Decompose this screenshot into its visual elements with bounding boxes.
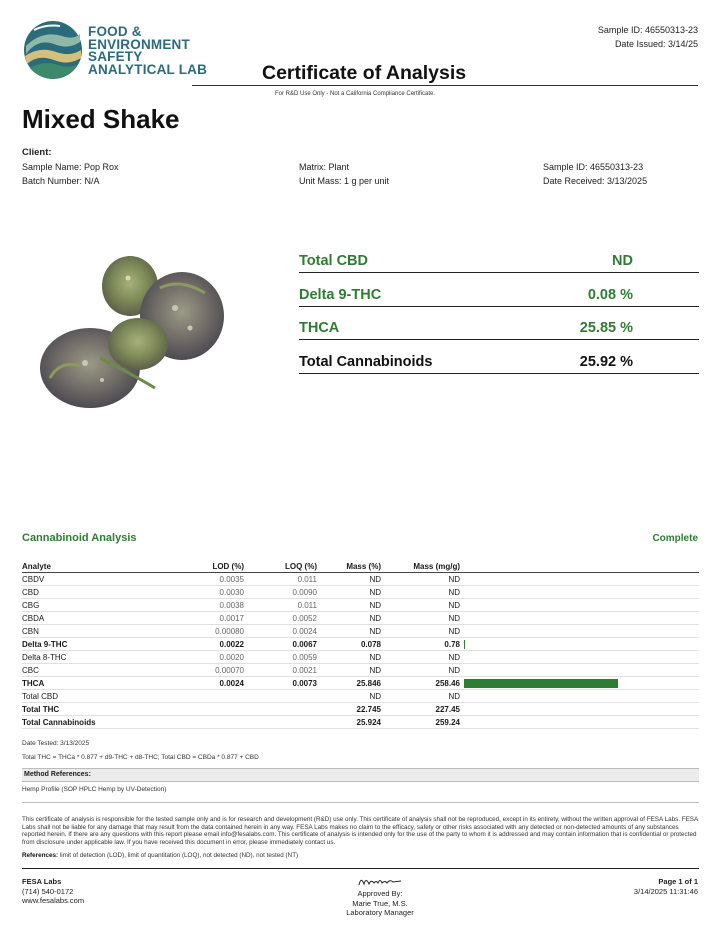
- table-body: [22, 573, 699, 729]
- product-name: Mixed Shake: [22, 104, 180, 134]
- cell-mass-pct: ND: [369, 575, 381, 584]
- signature-icon: [357, 874, 403, 888]
- logo-line-3: SAFETY: [88, 49, 143, 64]
- cell-mass-mg: ND: [448, 588, 460, 597]
- cell-lod: 0.0030: [219, 588, 244, 597]
- cell-mass-mg: 227.45: [435, 705, 460, 714]
- approval-block: [310, 874, 450, 918]
- sample-id: Sample ID: 46550313-23: [543, 162, 644, 172]
- col-lod: LOD (%): [212, 562, 244, 571]
- cell-loq: 0.0024: [292, 627, 317, 636]
- cell-lod: 0.0038: [219, 601, 244, 610]
- cell-analyte: Total THC: [22, 705, 60, 714]
- analysis-title: Cannabinoid Analysis: [22, 532, 137, 544]
- logo-line-2: ENVIRONMENT: [88, 36, 190, 52]
- cell-mass-pct: ND: [369, 627, 381, 636]
- title-divider: [192, 85, 698, 86]
- lab-name: FESA Labs: [22, 877, 62, 886]
- summary-row: [299, 317, 699, 340]
- table-row: [22, 599, 699, 612]
- cell-analyte: CBC: [22, 666, 39, 675]
- table-row: [22, 573, 699, 586]
- cell-lod: 0.00070: [215, 666, 244, 675]
- header-meta: [598, 23, 698, 51]
- total-formula: Total THC = THCa * 0.877 + d9-THC + d8-THC; Total CBD = CBDa * 0.877 + CBD: [22, 754, 259, 761]
- summary-value: 0.08 %: [587, 286, 633, 303]
- report-header: [0, 0, 720, 100]
- cell-analyte: Total Cannabinoids: [22, 718, 96, 727]
- table-row: [22, 677, 699, 690]
- col-mass-pct: Mass (%): [346, 562, 381, 571]
- legal-disclaimer: This certificate of analysis is responsible for the tested sample only and is for research and development (R&D) use only. This certificate of analysis shall not be reproduced, except in its entirety, without the written approval of FESA Labs. FESA Labs shall not be liable for any damage that may result from the data contained herein in any way. FESA Labs makes no claim to the efficacy, safety or other risks associated with any detected or non-detected amounts of any substances reported herein. If there are any questions with this report please email info@fesalabs.com. This certificate of analysis is intended only for the use of the party to whom it is addressed and may contain information that is confidential or protected from disclosure under applicable law. If you have received this document in error, please immediately contact us.: [22, 816, 698, 846]
- summary-row: [299, 351, 699, 374]
- cannabinoid-table: [22, 560, 699, 729]
- summary-value: 25.85 %: [579, 320, 633, 336]
- cell-lod: 0.0022: [219, 640, 244, 649]
- date-tested: Date Tested: 3/13/2025: [22, 740, 90, 747]
- cell-analyte: CBG: [22, 601, 40, 610]
- cell-mass-mg: ND: [448, 666, 460, 675]
- approver-name: Marie True, M.S.: [352, 898, 408, 908]
- summary-label: Delta 9-THC: [299, 286, 382, 303]
- table-row: [22, 664, 699, 677]
- client-label: Client:: [22, 147, 52, 158]
- sample-photo: [30, 248, 230, 420]
- references-label: References:: [22, 852, 59, 859]
- mass-bar: [464, 640, 465, 649]
- cell-loq: 0.011: [297, 601, 317, 610]
- cell-lod: 0.0020: [219, 653, 244, 662]
- table-row: [22, 586, 699, 599]
- date-received: Date Received: 3/13/2025: [543, 176, 648, 186]
- cell-mass-pct: ND: [369, 601, 381, 610]
- unit-mass: Unit Mass: 1 g per unit: [299, 176, 390, 186]
- logo-line-1: FOOD &: [88, 24, 142, 39]
- cell-mass-pct: ND: [369, 588, 381, 597]
- cell-analyte: CBDV: [22, 575, 45, 584]
- cell-mass-mg: ND: [448, 575, 460, 584]
- cell-analyte: THCA: [22, 679, 45, 688]
- document-title: Certificate of Analysis: [262, 62, 467, 84]
- cell-mass-pct: 22.745: [356, 705, 381, 714]
- logo-wordmark: [88, 26, 207, 76]
- cell-mass-mg: ND: [448, 692, 460, 701]
- sample-name: Sample Name: Pop Rox: [22, 162, 119, 172]
- summary-label: Total Cannabinoids: [299, 353, 433, 370]
- cell-analyte: CBDA: [22, 614, 45, 623]
- cell-analyte: Delta 8-THC: [22, 653, 67, 662]
- cell-mass-mg: 0.78: [444, 640, 460, 649]
- cell-mass-pct: ND: [369, 653, 381, 662]
- cell-loq: 0.0059: [292, 653, 317, 662]
- potency-summary: [299, 250, 699, 384]
- cell-mass-mg: 259.24: [435, 718, 460, 727]
- cell-lod: 0.0035: [219, 575, 244, 584]
- table-row: [22, 703, 699, 716]
- footer-divider: [22, 868, 699, 869]
- cell-lod: 0.00080: [215, 627, 244, 636]
- matrix-info: [299, 160, 389, 188]
- lab-phone: (714) 540-0172: [22, 886, 74, 896]
- summary-value: ND: [612, 253, 633, 269]
- batch-number: Batch Number: N/A: [22, 176, 100, 186]
- cell-mass-pct: ND: [369, 692, 381, 701]
- cell-loq: 0.0073: [292, 679, 317, 688]
- summary-label: Total CBD: [299, 253, 369, 269]
- print-timestamp: 3/14/2025 11:31:46: [633, 886, 698, 896]
- table-row: [22, 716, 699, 729]
- page-number: Page 1 of 1: [658, 877, 698, 886]
- table-row: [22, 625, 699, 638]
- col-analyte: Analyte: [22, 562, 51, 571]
- cell-analyte: CBD: [22, 588, 39, 597]
- cell-analyte: Total CBD: [22, 692, 59, 701]
- cell-loq: 0.0067: [292, 640, 317, 649]
- cell-loq: 0.0052: [292, 614, 317, 623]
- cell-lod: 0.0017: [219, 614, 244, 623]
- lab-contact: [22, 877, 84, 906]
- table-row: [22, 651, 699, 664]
- fesa-logo-icon: [22, 20, 84, 80]
- summary-label: THCA: [299, 320, 340, 336]
- logo-line-4: ANALYTICAL LAB: [88, 61, 208, 77]
- cell-mass-pct: 0.078: [360, 640, 381, 649]
- cell-lod: 0.0024: [219, 679, 244, 688]
- cell-loq: 0.011: [297, 575, 317, 584]
- table-row: [22, 638, 699, 651]
- lab-website: www.fesalabs.com: [22, 896, 85, 905]
- cell-mass-pct: ND: [369, 614, 381, 623]
- method-references-label: Method References:: [22, 768, 699, 782]
- cell-mass-mg: ND: [448, 627, 460, 636]
- col-mass-mg: Mass (mg/g): [413, 562, 460, 571]
- references: [22, 852, 298, 859]
- table-row: [22, 612, 699, 625]
- col-loq: LOQ (%): [285, 562, 317, 571]
- summary-row: [299, 250, 699, 273]
- analysis-status: Complete: [652, 533, 698, 544]
- client-info: [22, 146, 119, 188]
- cell-mass-pct: 25.846: [356, 679, 381, 688]
- table-header: [22, 560, 699, 573]
- cell-mass-pct: ND: [369, 666, 381, 675]
- cell-mass-mg: 258.46: [435, 679, 460, 688]
- cell-loq: 0.0021: [292, 666, 317, 675]
- cell-mass-mg: ND: [448, 601, 460, 610]
- header-date-issued: Date Issued: 3/14/25: [614, 39, 698, 49]
- method-references-text: Hemp Profile (SOP HPLC Hemp by UV-Detection): [22, 786, 699, 803]
- approved-by-label: Approved By:: [357, 889, 403, 898]
- cell-mass-mg: ND: [448, 653, 460, 662]
- cell-mass-mg: ND: [448, 614, 460, 623]
- table-row: [22, 690, 699, 703]
- summary-value: 25.92 %: [579, 353, 633, 370]
- sample-dates: [543, 160, 647, 188]
- page-info: [634, 877, 698, 896]
- matrix: Matrix: Plant: [299, 162, 350, 172]
- mass-bar: [464, 679, 618, 688]
- cell-analyte: CBN: [22, 627, 39, 636]
- cell-mass-pct: 25.924: [356, 718, 381, 727]
- header-sample-id: Sample ID: 46550313-23: [597, 25, 698, 35]
- cell-analyte: Delta 9-THC: [22, 640, 68, 649]
- summary-row: [299, 284, 699, 307]
- approver-title: Laboratory Manager: [346, 908, 414, 917]
- cell-loq: 0.0090: [292, 588, 317, 597]
- references-text: limit of detection (LOD), limit of quantitation (LOQ), not detected (ND), not tested (NT): [58, 852, 299, 859]
- rd-disclaimer: For R&D Use Only - Not a California Compliance Certificate.: [275, 91, 436, 97]
